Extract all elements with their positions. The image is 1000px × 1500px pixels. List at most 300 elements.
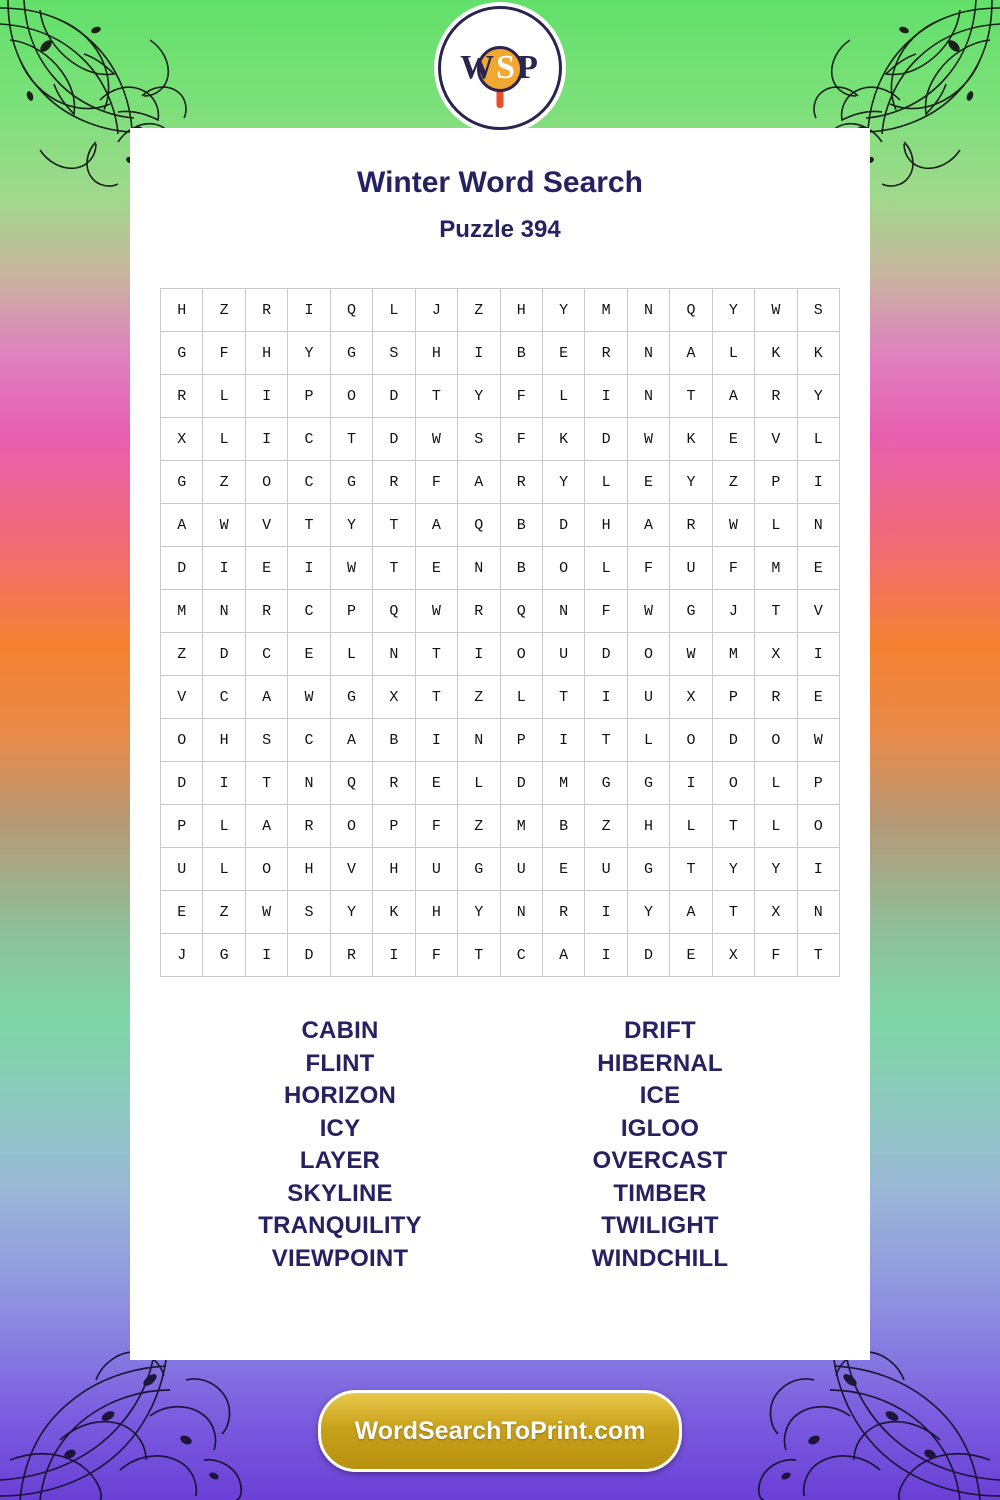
word-list-column-left — [190, 1015, 490, 1275]
grid-cell: D — [203, 633, 245, 676]
grid-cell: A — [330, 719, 372, 762]
grid-cell: V — [755, 418, 797, 461]
grid-cell: M — [755, 547, 797, 590]
grid-cell: K — [373, 891, 415, 934]
logo-letter-w: W — [460, 49, 497, 86]
grid-cell: A — [458, 461, 500, 504]
grid-cell: W — [627, 590, 669, 633]
grid-row — [161, 719, 840, 762]
grid-cell: Z — [161, 633, 203, 676]
grid-cell: D — [288, 934, 330, 977]
grid-cell: R — [458, 590, 500, 633]
word-list-item: HIBERNAL — [597, 1049, 723, 1077]
grid-cell: B — [373, 719, 415, 762]
grid-cell: D — [585, 418, 627, 461]
grid-cell: I — [245, 375, 287, 418]
grid-cell: T — [712, 891, 754, 934]
grid-cell: E — [415, 547, 457, 590]
grid-cell: Q — [500, 590, 542, 633]
grid-cell: G — [585, 762, 627, 805]
grid-cell: R — [755, 676, 797, 719]
grid-cell: L — [373, 289, 415, 332]
grid-cell: S — [245, 719, 287, 762]
grid-cell: Y — [330, 504, 372, 547]
grid-cell: I — [797, 633, 839, 676]
grid-cell: A — [670, 332, 712, 375]
grid-cell: N — [797, 891, 839, 934]
grid-cell: N — [373, 633, 415, 676]
grid-cell: H — [161, 289, 203, 332]
grid-cell: N — [797, 504, 839, 547]
grid-cell: I — [458, 332, 500, 375]
grid-cell: C — [500, 934, 542, 977]
grid-cell: Z — [458, 676, 500, 719]
grid-cell: Y — [458, 375, 500, 418]
grid-cell: D — [161, 762, 203, 805]
grid-cell: O — [670, 719, 712, 762]
logo-letters — [460, 49, 540, 87]
grid-cell: F — [627, 547, 669, 590]
grid-cell: Z — [203, 891, 245, 934]
grid-cell: O — [627, 633, 669, 676]
grid-cell: B — [500, 547, 542, 590]
grid-cell: K — [670, 418, 712, 461]
grid-cell: S — [373, 332, 415, 375]
grid-cell: X — [161, 418, 203, 461]
grid-cell: W — [627, 418, 669, 461]
grid-cell: C — [288, 461, 330, 504]
grid-cell: I — [585, 934, 627, 977]
grid-cell: L — [330, 633, 372, 676]
grid-cell: Q — [330, 762, 372, 805]
grid-cell: Y — [542, 289, 584, 332]
grid-row — [161, 676, 840, 719]
grid-cell: P — [330, 590, 372, 633]
grid-cell: S — [458, 418, 500, 461]
grid-cell: I — [585, 676, 627, 719]
grid-cell: Z — [712, 461, 754, 504]
grid-cell: V — [330, 848, 372, 891]
grid-cell: H — [373, 848, 415, 891]
site-logo — [438, 6, 562, 130]
grid-cell: R — [373, 461, 415, 504]
word-list-item: TWILIGHT — [601, 1212, 719, 1239]
grid-cell: G — [627, 848, 669, 891]
grid-cell: I — [585, 375, 627, 418]
grid-cell: I — [670, 762, 712, 805]
grid-cell: I — [585, 891, 627, 934]
grid-cell: E — [542, 332, 584, 375]
grid-cell: F — [415, 461, 457, 504]
grid-cell: D — [627, 934, 669, 977]
word-list-item: TRANQUILITY — [258, 1212, 422, 1239]
grid-cell: L — [458, 762, 500, 805]
grid-cell: L — [203, 418, 245, 461]
grid-cell: I — [415, 719, 457, 762]
grid-cell: U — [627, 676, 669, 719]
grid-cell: C — [288, 719, 330, 762]
grid-cell: R — [542, 891, 584, 934]
grid-cell: I — [203, 762, 245, 805]
letter-grid — [160, 288, 840, 977]
grid-cell: C — [288, 590, 330, 633]
grid-cell: Z — [458, 805, 500, 848]
grid-cell: I — [245, 418, 287, 461]
grid-cell: R — [670, 504, 712, 547]
grid-cell: X — [373, 676, 415, 719]
grid-cell: T — [330, 418, 372, 461]
grid-cell: K — [797, 332, 839, 375]
puzzle-number: Puzzle 394 — [439, 216, 561, 243]
grid-cell: A — [161, 504, 203, 547]
grid-cell: X — [712, 934, 754, 977]
word-list-item: FLINT — [305, 1049, 375, 1077]
word-list-item: SKYLINE — [287, 1179, 393, 1207]
grid-cell: O — [755, 719, 797, 762]
logo-letter-s: S — [496, 49, 518, 86]
grid-cell: G — [203, 934, 245, 977]
grid-cell: I — [797, 848, 839, 891]
puzzle-sheet — [130, 128, 870, 1360]
grid-cell: K — [755, 332, 797, 375]
grid-cell: R — [245, 590, 287, 633]
grid-cell: T — [670, 848, 712, 891]
word-list-item: ICE — [639, 1082, 681, 1109]
grid-cell: P — [288, 375, 330, 418]
grid-cell: Y — [712, 848, 754, 891]
grid-cell: A — [245, 805, 287, 848]
word-list-item: WINDCHILL — [591, 1244, 729, 1272]
grid-cell: S — [288, 891, 330, 934]
grid-cell: H — [585, 504, 627, 547]
grid-cell: J — [161, 934, 203, 977]
grid-cell: I — [245, 934, 287, 977]
grid-cell: Y — [288, 332, 330, 375]
grid-cell: C — [288, 418, 330, 461]
grid-cell: I — [288, 547, 330, 590]
grid-cell: L — [585, 547, 627, 590]
grid-cell: W — [330, 547, 372, 590]
grid-cell: F — [712, 547, 754, 590]
grid-cell: H — [627, 805, 669, 848]
grid-cell: A — [712, 375, 754, 418]
grid-cell: G — [458, 848, 500, 891]
grid-cell: Y — [755, 848, 797, 891]
grid-row — [161, 805, 840, 848]
grid-cell: Y — [542, 461, 584, 504]
word-list-column-right — [510, 1015, 810, 1275]
grid-cell: W — [755, 289, 797, 332]
grid-cell: X — [670, 676, 712, 719]
grid-cell: T — [415, 676, 457, 719]
grid-cell: R — [500, 461, 542, 504]
grid-cell: Y — [670, 461, 712, 504]
grid-cell: B — [500, 332, 542, 375]
grid-cell: F — [755, 934, 797, 977]
grid-cell: L — [627, 719, 669, 762]
grid-cell: R — [373, 762, 415, 805]
grid-cell: G — [627, 762, 669, 805]
grid-cell: O — [542, 547, 584, 590]
grid-cell: G — [330, 676, 372, 719]
grid-cell: J — [712, 590, 754, 633]
grid-cell: Y — [458, 891, 500, 934]
grid-cell: Y — [627, 891, 669, 934]
grid-cell: W — [288, 676, 330, 719]
word-list-item: IGLOO — [620, 1114, 700, 1142]
grid-cell: E — [797, 547, 839, 590]
grid-cell: F — [415, 934, 457, 977]
grid-cell: Y — [712, 289, 754, 332]
grid-cell: I — [458, 633, 500, 676]
grid-cell: P — [797, 762, 839, 805]
grid-cell: R — [288, 805, 330, 848]
grid-cell: F — [203, 332, 245, 375]
logo-inner — [448, 16, 552, 120]
grid-cell: D — [373, 418, 415, 461]
grid-cell: F — [415, 805, 457, 848]
grid-cell: E — [627, 461, 669, 504]
grid-cell: Q — [373, 590, 415, 633]
grid-row — [161, 504, 840, 547]
grid-cell: E — [288, 633, 330, 676]
grid-cell: P — [161, 805, 203, 848]
grid-cell: T — [245, 762, 287, 805]
grid-cell: Z — [203, 289, 245, 332]
grid-cell: C — [203, 676, 245, 719]
grid-cell: R — [755, 375, 797, 418]
grid-cell: D — [373, 375, 415, 418]
grid-cell: D — [500, 762, 542, 805]
grid-cell: U — [500, 848, 542, 891]
grid-cell: T — [288, 504, 330, 547]
grid-cell: Q — [458, 504, 500, 547]
grid-cell: A — [415, 504, 457, 547]
grid-cell: S — [797, 289, 839, 332]
grid-cell: U — [542, 633, 584, 676]
grid-cell: T — [755, 590, 797, 633]
grid-cell: W — [712, 504, 754, 547]
grid-cell: W — [203, 504, 245, 547]
grid-cell: M — [500, 805, 542, 848]
logo-letter-p: P — [517, 49, 540, 86]
grid-cell: I — [797, 461, 839, 504]
grid-cell: G — [161, 332, 203, 375]
grid-cell: W — [670, 633, 712, 676]
grid-cell: E — [542, 848, 584, 891]
grid-cell: L — [585, 461, 627, 504]
grid-cell: T — [542, 676, 584, 719]
grid-row — [161, 934, 840, 977]
grid-cell: P — [755, 461, 797, 504]
grid-cell: O — [245, 848, 287, 891]
grid-cell: R — [161, 375, 203, 418]
grid-cell: W — [797, 719, 839, 762]
grid-cell: V — [797, 590, 839, 633]
grid-cell: N — [500, 891, 542, 934]
grid-cell: A — [245, 676, 287, 719]
grid-cell: E — [712, 418, 754, 461]
grid-cell: N — [458, 547, 500, 590]
grid-row — [161, 375, 840, 418]
grid-cell: O — [712, 762, 754, 805]
grid-row — [161, 289, 840, 332]
grid-cell: B — [500, 504, 542, 547]
grid-cell: K — [542, 418, 584, 461]
grid-row — [161, 590, 840, 633]
grid-cell: R — [245, 289, 287, 332]
grid-cell: E — [161, 891, 203, 934]
word-list-item: VIEWPOINT — [271, 1244, 409, 1272]
grid-cell: M — [585, 289, 627, 332]
page-title: Winter Word Search — [357, 166, 643, 199]
grid-cell: N — [627, 375, 669, 418]
grid-row — [161, 332, 840, 375]
grid-cell: G — [330, 461, 372, 504]
grid-cell: W — [415, 418, 457, 461]
grid-cell: H — [415, 891, 457, 934]
grid-cell: Q — [670, 289, 712, 332]
grid-row — [161, 633, 840, 676]
grid-cell: N — [458, 719, 500, 762]
grid-cell: P — [373, 805, 415, 848]
grid-cell: U — [161, 848, 203, 891]
grid-cell: N — [627, 289, 669, 332]
grid-cell: O — [330, 805, 372, 848]
grid-cell: T — [797, 934, 839, 977]
grid-cell: A — [542, 934, 584, 977]
grid-cell: F — [500, 375, 542, 418]
grid-cell: T — [585, 719, 627, 762]
grid-row — [161, 848, 840, 891]
grid-cell: H — [203, 719, 245, 762]
grid-cell: L — [500, 676, 542, 719]
grid-cell: I — [373, 934, 415, 977]
grid-cell: V — [161, 676, 203, 719]
grid-cell: Z — [585, 805, 627, 848]
grid-cell: N — [203, 590, 245, 633]
grid-cell: Z — [458, 289, 500, 332]
grid-cell: D — [161, 547, 203, 590]
grid-cell: O — [161, 719, 203, 762]
grid-cell: U — [670, 547, 712, 590]
word-list-item: TIMBER — [613, 1179, 707, 1207]
grid-cell: F — [500, 418, 542, 461]
grid-cell: Y — [330, 891, 372, 934]
grid-cell: G — [670, 590, 712, 633]
grid-cell: H — [415, 332, 457, 375]
grid-row — [161, 762, 840, 805]
grid-cell: N — [288, 762, 330, 805]
grid-cell: T — [373, 547, 415, 590]
grid-cell: W — [245, 891, 287, 934]
grid-cell: X — [755, 633, 797, 676]
grid-cell: Q — [330, 289, 372, 332]
grid-cell: E — [797, 676, 839, 719]
grid-cell: X — [755, 891, 797, 934]
grid-cell: I — [288, 289, 330, 332]
grid-cell: P — [500, 719, 542, 762]
grid-row — [161, 891, 840, 934]
grid-cell: L — [755, 805, 797, 848]
grid-cell: L — [755, 504, 797, 547]
grid-cell: M — [161, 590, 203, 633]
grid-cell: L — [797, 418, 839, 461]
grid-cell: A — [627, 504, 669, 547]
grid-cell: M — [712, 633, 754, 676]
word-list-item: DRIFT — [624, 1017, 696, 1044]
grid-cell: I — [203, 547, 245, 590]
grid-cell: G — [161, 461, 203, 504]
grid-cell: O — [500, 633, 542, 676]
grid-cell: E — [245, 547, 287, 590]
grid-cell: C — [245, 633, 287, 676]
grid-cell: T — [712, 805, 754, 848]
grid-cell: I — [542, 719, 584, 762]
grid-cell: L — [203, 805, 245, 848]
grid-cell: U — [585, 848, 627, 891]
grid-cell: P — [712, 676, 754, 719]
grid-cell: D — [542, 504, 584, 547]
grid-cell: L — [203, 848, 245, 891]
grid-cell: R — [330, 934, 372, 977]
grid-cell: D — [712, 719, 754, 762]
grid-cell: H — [500, 289, 542, 332]
website-button[interactable] — [318, 1390, 682, 1472]
grid-cell: L — [670, 805, 712, 848]
grid-cell: G — [330, 332, 372, 375]
grid-cell: O — [797, 805, 839, 848]
grid-cell: Z — [203, 461, 245, 504]
word-list-item: ICY — [319, 1114, 361, 1142]
grid-cell: B — [542, 805, 584, 848]
word-list-item: HORIZON — [283, 1082, 397, 1109]
grid-row — [161, 418, 840, 461]
grid-cell: E — [415, 762, 457, 805]
grid-cell: L — [203, 375, 245, 418]
grid-cell: O — [245, 461, 287, 504]
word-list-item: CABIN — [301, 1017, 379, 1044]
grid-cell: R — [585, 332, 627, 375]
grid-cell: W — [415, 590, 457, 633]
grid-cell: O — [330, 375, 372, 418]
word-list-item: OVERCAST — [592, 1147, 728, 1174]
grid-cell: V — [245, 504, 287, 547]
website-button-label: WordSearchToPrint.com — [354, 1416, 646, 1445]
letter-grid-wrapper — [160, 288, 840, 977]
word-list-item: LAYER — [299, 1147, 381, 1174]
grid-cell: J — [415, 289, 457, 332]
grid-row — [161, 547, 840, 590]
grid-cell: H — [245, 332, 287, 375]
grid-cell: A — [670, 891, 712, 934]
grid-cell: T — [373, 504, 415, 547]
grid-cell: T — [670, 375, 712, 418]
grid-cell: E — [670, 934, 712, 977]
grid-cell: D — [585, 633, 627, 676]
grid-cell: H — [288, 848, 330, 891]
grid-cell: T — [415, 633, 457, 676]
word-list — [190, 1015, 810, 1275]
grid-row — [161, 461, 840, 504]
grid-cell: F — [585, 590, 627, 633]
grid-cell: N — [542, 590, 584, 633]
grid-cell: U — [415, 848, 457, 891]
grid-cell: L — [755, 762, 797, 805]
grid-cell: Y — [797, 375, 839, 418]
grid-cell: L — [542, 375, 584, 418]
grid-cell: T — [458, 934, 500, 977]
